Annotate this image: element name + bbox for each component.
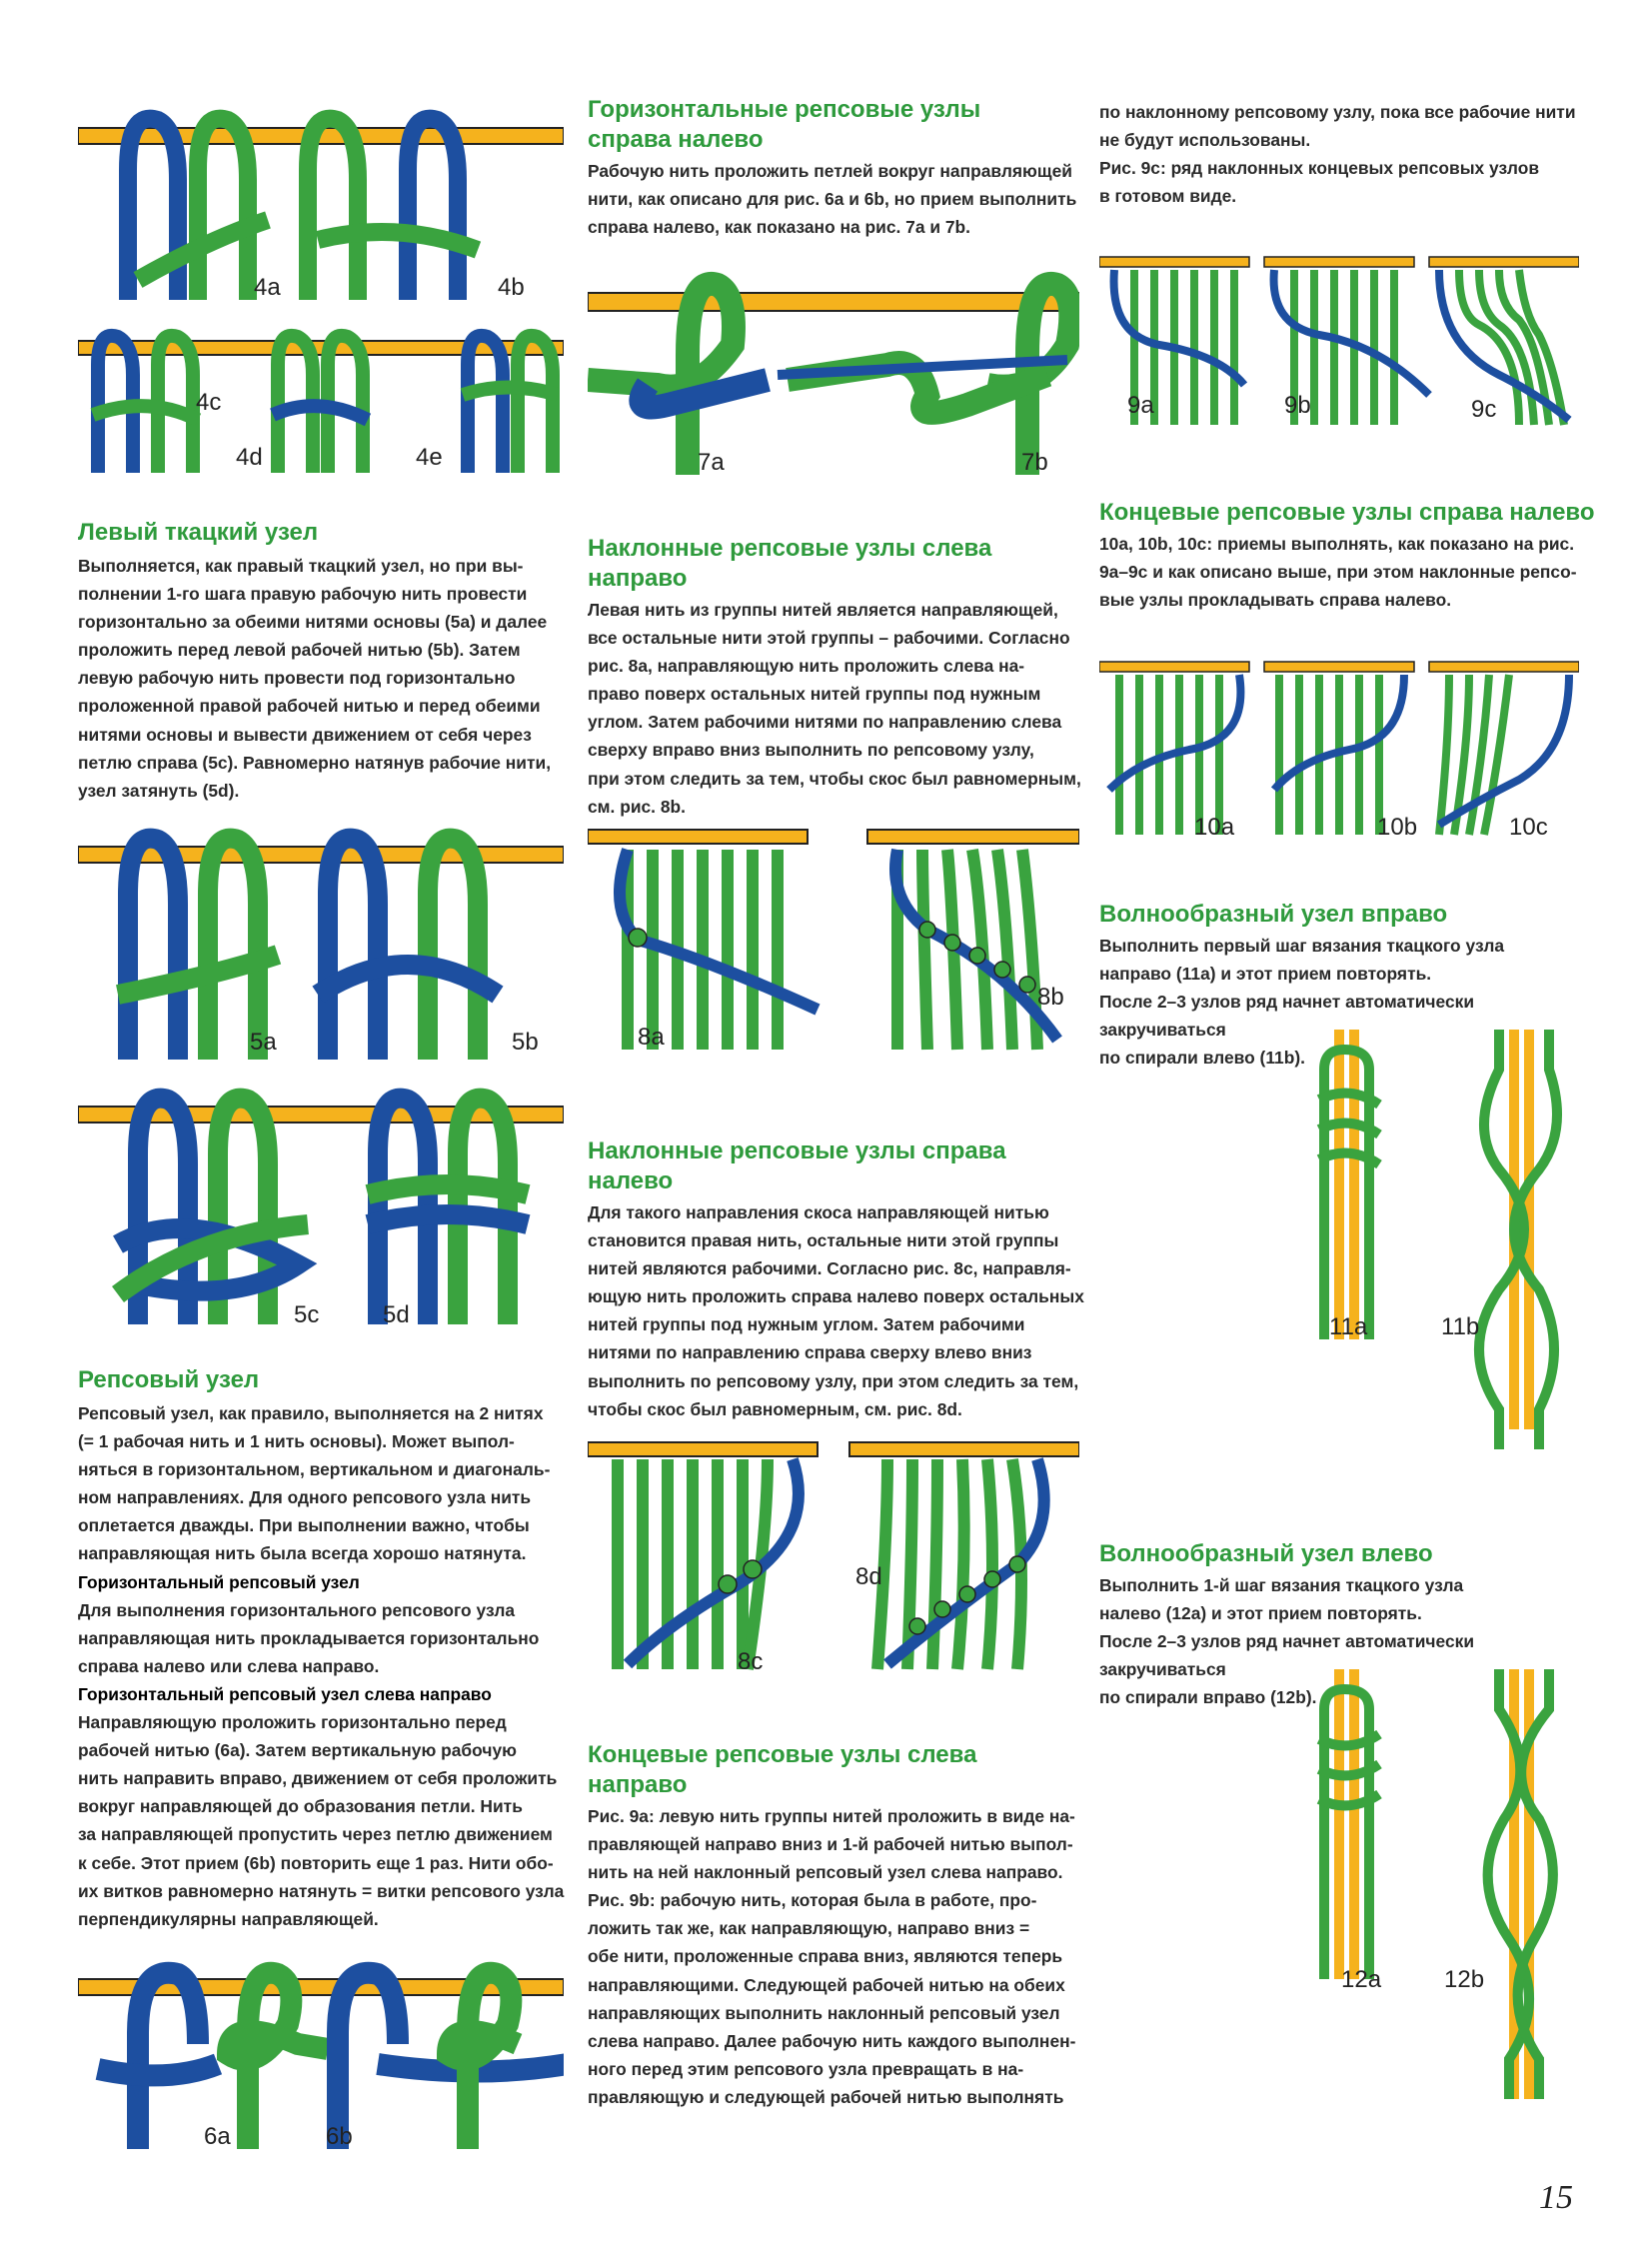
text-line: Выполнить первый шаг вязания ткацкого узла <box>1099 936 1505 956</box>
label-5a: 5a <box>250 1029 277 1056</box>
text-line: петлю справа (5c). Равномерно натянув рабочие нити, <box>78 752 552 773</box>
figure-5cd <box>78 1085 564 1329</box>
text-line: чтобы скос был равномерным, см. рис. 8d. <box>588 1398 962 1419</box>
text-line: к себе. Этот прием (6b) повторить еще 1 раз. Нити обо- <box>78 1852 554 1873</box>
text-left-weave-knot <box>78 552 568 805</box>
text-line: по спирали вправо (12b). <box>1099 1687 1317 1708</box>
text-line: 9a–9c и как описано выше, при этом наклонные репсо- <box>1099 562 1577 583</box>
heading-diagonal-lr: Наклонные репсовые узлы слева направо <box>588 535 992 592</box>
text-line: направляющими. Следующей рабочей нитью на обеих <box>588 1974 1065 1995</box>
section-reps-knot <box>78 1365 568 1933</box>
label-8d: 8d <box>855 1563 882 1590</box>
text-line: Направляющую проложить горизонтально перед <box>78 1712 507 1733</box>
text-line: сверху вправо вниз выполнить по репсовому узлу, <box>588 740 1034 761</box>
text-line: налево (12a) и этот прием повторять. <box>1099 1603 1422 1624</box>
section-continued <box>1099 98 1599 210</box>
label-12b: 12b <box>1444 1966 1485 1993</box>
label-5c: 5c <box>294 1301 320 1328</box>
text-line: Рис. 9a: левую нить группы нитей проложить в виде на- <box>588 1806 1075 1826</box>
text-line: ном направлениях. Для одного репсового узла нить <box>78 1487 532 1508</box>
text-line: вые узлы прокладывать справа налево. <box>1099 590 1452 611</box>
text-line: по спирали влево (11b). <box>1099 1048 1305 1069</box>
text-line: ного перед этим репсового узла превращать в на- <box>588 2058 1024 2079</box>
figure-8cd <box>588 1414 1079 1684</box>
text-line: в готовом виде. <box>1099 186 1237 207</box>
label-5d: 5d <box>383 1301 410 1328</box>
text-line: за направляющей пропустить через петлю движением <box>78 1824 553 1845</box>
label-7a: 7a <box>698 449 725 476</box>
text-line: справа налево или слева направо. <box>78 1655 380 1676</box>
section-end-rl <box>1099 498 1599 614</box>
text-line: обе нити, проложенные справа вниз, являются теперь <box>588 1946 1063 1967</box>
heading-wave-right: Волнообразный узел вправо <box>1099 901 1448 928</box>
label-8c: 8c <box>738 1648 764 1675</box>
text-line: их витков равномерно натянуть = витки репсового узла <box>78 1880 565 1901</box>
text-line: направляющих выполнить наклонный репсовый узел <box>588 2002 1060 2023</box>
label-4e: 4e <box>416 444 443 471</box>
text-line: направляющая нить прокладывается горизонтально <box>78 1627 540 1648</box>
text-diagonal-rl <box>588 1198 1084 1423</box>
text-end-lr <box>588 1802 1077 2111</box>
text-line: оплетается дважды. При выполнении важно, чтобы <box>78 1515 530 1536</box>
text-line: выполнить по репсовому узлу, при этом следить за тем, <box>588 1370 1079 1391</box>
figure-5ab <box>78 825 564 1060</box>
text-line: нитей группы под нужным углом. Затем рабочими <box>588 1314 1025 1335</box>
text-line: становится правая нить, остальные нити этой группы <box>588 1230 1059 1251</box>
figure-6ab <box>78 1954 564 2149</box>
text-line: рис. 8a, направляющую нить проложить слева на- <box>588 656 1025 677</box>
figure-4cde <box>78 325 564 473</box>
subheading-horizontal-reps: Горизонтальный репсовый узел <box>78 1571 360 1592</box>
text-line: Репсовый узел, как правило, выполняется на 2 нитях <box>78 1403 544 1423</box>
text-line: проложить перед левой рабочей нитью (5b). Затем <box>78 640 521 661</box>
text-reps-knot <box>78 1399 568 1933</box>
text-line: правляющей направо вниз и 1-й рабочей нитью выпол- <box>588 1834 1073 1855</box>
label-11a: 11a <box>1329 1313 1368 1340</box>
text-line: закручиваться <box>1099 1659 1226 1680</box>
text-line: няться в горизонтальном, вертикальном и диагональ- <box>78 1459 551 1480</box>
figure-10abc <box>1099 640 1579 850</box>
label-9c: 9c <box>1471 396 1497 423</box>
heading-left-weave-knot: Левый ткацкий узел <box>78 519 319 546</box>
heading-diagonal-rl: Наклонные репсовые узлы справа налево <box>588 1137 1006 1194</box>
label-10b: 10b <box>1377 814 1418 841</box>
label-7b: 7b <box>1021 449 1048 476</box>
label-9a: 9a <box>1127 392 1154 419</box>
text-line: полнении 1-го шага правую рабочую нить провести <box>78 584 528 605</box>
text-line: Выполняется, как правый ткацкий узел, но при вы- <box>78 556 524 576</box>
text-line: закручиваться <box>1099 1020 1226 1041</box>
text-line: справа налево, как показано на рис. 7a и 7b. <box>588 217 971 238</box>
text-end-rl <box>1099 530 1599 614</box>
label-6b: 6b <box>326 2123 353 2149</box>
label-10a: 10a <box>1194 814 1235 841</box>
text-line: при этом следить за тем, чтобы скос был равномерным, <box>588 768 1081 789</box>
label-4b: 4b <box>498 274 525 301</box>
text-line: нити, как описано для рис. 6a и 6b, но прием выполнить <box>588 189 1077 210</box>
text-line: проложенной правой рабочей нитью и перед обеими <box>78 696 541 717</box>
label-4c: 4c <box>196 389 222 416</box>
text-line: все остальные нити этой группы – рабочими. Согласно <box>588 628 1070 649</box>
text-line: углом. Затем рабочими нитями по направлению слева <box>588 712 1062 733</box>
text-line: ющую нить проложить справа налево поверх остальных <box>588 1286 1084 1307</box>
heading-horizontal-rl-line2: справа налево <box>588 126 764 153</box>
section-diagonal-lr <box>588 534 1081 821</box>
text-line: право поверх остальных нитей группы под нужным <box>588 684 1041 705</box>
text-line: см. рис. 8b. <box>588 796 686 817</box>
text-line: узел затянуть (5d). <box>78 780 240 801</box>
label-4d: 4d <box>236 444 263 471</box>
label-8b: 8b <box>1037 984 1064 1011</box>
text-line: Выполнить 1-й шаг вязания ткацкого узла <box>1099 1575 1464 1595</box>
figure-4ab <box>78 100 564 310</box>
heading-horizontal-rl-line1: Горизонтальные репсовые узлы <box>588 96 981 123</box>
section-diagonal-rl <box>588 1136 1084 1423</box>
text-line: Для такого направления скоса направляющей нитью <box>588 1202 1049 1222</box>
text-line: Левая нить из группы нитей является направляющей, <box>588 600 1058 620</box>
text-line: левую рабочую нить провести под горизонтально <box>78 668 516 689</box>
text-line: нить направить вправо, движением от себя проложить <box>78 1768 558 1789</box>
figure-8ab <box>588 810 1079 1060</box>
figure-12ab <box>1299 1669 1589 2109</box>
text-line: по наклонному репсовому узлу, пока все рабочие нити <box>1099 102 1576 122</box>
label-4a: 4a <box>254 274 281 301</box>
text-line: нитями по направлению справа сверху влево вниз <box>588 1342 1032 1363</box>
text-continued <box>1099 98 1599 210</box>
text-line: Рабочую нить проложить петлей вокруг направляющей <box>588 161 1072 181</box>
text-line: слева направо. Далее рабочую нить каждого выполнен- <box>588 2030 1076 2051</box>
text-line: После 2–3 узлов ряд начнет автоматически <box>1099 1631 1475 1652</box>
text-line: Рис. 9b: рабочую нить, которая была в работе, про- <box>588 1890 1037 1911</box>
section-left-weave-knot <box>78 518 568 805</box>
page-number: 15 <box>1539 2179 1573 2216</box>
text-line: направо (11a) и этот прием повторять. <box>1099 964 1432 985</box>
figure-11ab <box>1299 1030 1589 1459</box>
text-line: После 2–3 узлов ряд начнет автоматически <box>1099 992 1475 1013</box>
figure-7ab <box>588 265 1079 480</box>
text-diagonal-lr <box>588 596 1081 821</box>
text-line: перпендикулярны направляющей. <box>78 1908 379 1929</box>
text-line: горизонтально за обеими нитями основы (5a) и далее <box>78 612 548 633</box>
subheading-horizontal-reps-lr: Горизонтальный репсовый узел слева направо <box>78 1683 492 1704</box>
text-line: нить на ней наклонный репсовый узел слева направо. <box>588 1862 1063 1883</box>
heading-end-rl: Концевые репсовые узлы справа налево <box>1099 499 1595 526</box>
text-line: правляющую и следующей рабочей нитью выполнять <box>588 2086 1064 2107</box>
heading-reps-knot: Репсовый узел <box>78 1366 260 1393</box>
heading-end-lr: Концевые репсовые узлы слева направо <box>588 1741 977 1798</box>
label-12a: 12a <box>1341 1966 1382 1993</box>
text-line: Рис. 9c: ряд наклонных концевых репсовых узлов <box>1099 158 1540 179</box>
text-horizontal-rl <box>588 157 1077 241</box>
text-line: ложить так же, как направляющую, направо вниз = <box>588 1918 1030 1939</box>
heading-wave-left: Волнообразный узел влево <box>1099 1540 1433 1567</box>
text-line: вокруг направляющей до образования петли. Нить <box>78 1796 523 1817</box>
label-8a: 8a <box>638 1024 665 1051</box>
text-line: нитями основы и вывести движением от себя через <box>78 724 532 745</box>
label-10c: 10c <box>1509 814 1548 841</box>
label-6a: 6a <box>204 2123 231 2149</box>
label-5b: 5b <box>512 1029 539 1056</box>
label-9b: 9b <box>1284 392 1311 419</box>
text-line: направляющая нить была всегда хорошо натянута. <box>78 1543 527 1564</box>
figure-9abc <box>1099 235 1579 435</box>
text-line: рабочей нитью (6a). Затем вертикальную рабочую <box>78 1740 517 1761</box>
text-line: не будут использованы. <box>1099 130 1311 151</box>
section-end-lr <box>588 1740 1077 2111</box>
text-line: нитей являются рабочими. Согласно рис. 8c, направля- <box>588 1258 1071 1279</box>
text-line: Для выполнения горизонтального репсового узла <box>78 1599 516 1620</box>
text-line: 10a, 10b, 10c: приемы выполнять, как показано на рис. <box>1099 534 1575 554</box>
section-horizontal-rl <box>588 95 1077 241</box>
text-line: (= 1 рабочая нить и 1 нить основы). Может выпол- <box>78 1431 515 1452</box>
label-11b: 11b <box>1441 1313 1480 1340</box>
